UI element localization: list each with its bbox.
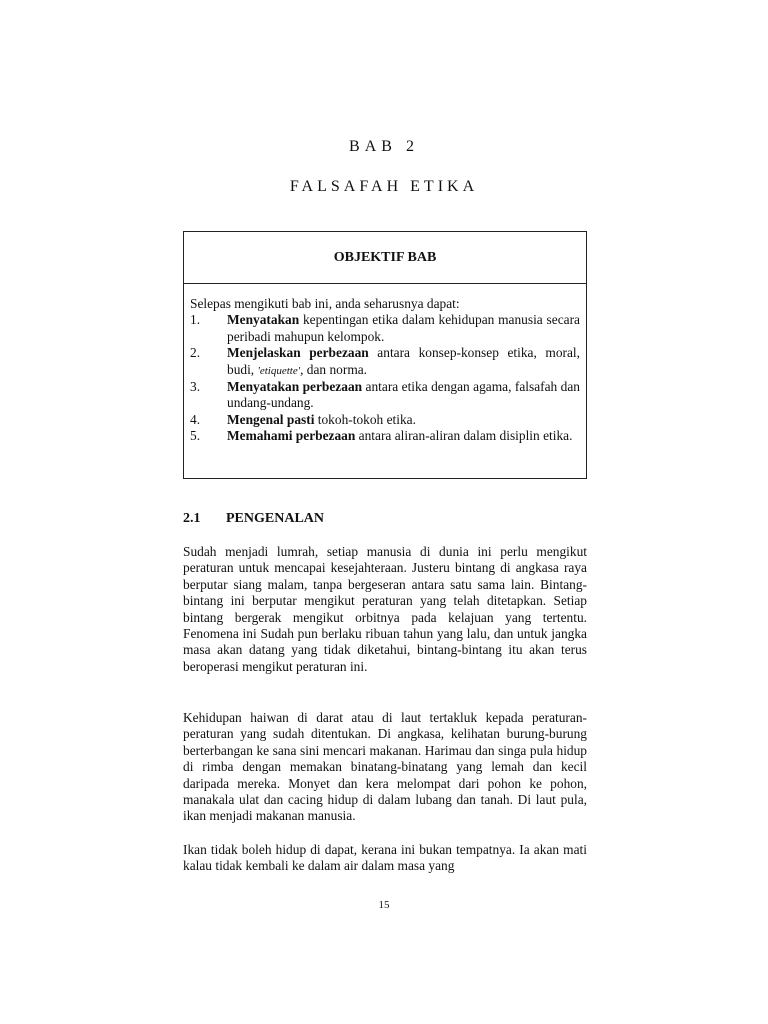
section-heading bbox=[183, 511, 324, 527]
objective-number: 5. bbox=[190, 428, 201, 444]
objective-description: kepentingan etika dalam kehidupan manusia secara peribadi mahupun kelompok. bbox=[227, 312, 580, 344]
objective-text bbox=[227, 312, 580, 345]
objectives-list bbox=[190, 312, 580, 444]
paragraph-1: Sudah menjadi lumrah, setiap manusia di dunia ini perlu mengikut peraturan untuk mencapai kesejahteraan. Justeru bintang di angkasa raya berputar siang malam, tanpa bergeseran antara satu sama lain. Bintang-bintang ini berputar mengikut peraturan yang telah ditetapkan. Setiap bintang bergerak mengikut orbitnya pada kelajuan yang tertentu. Fenomena ini Sudah pun berlaku ribuan tahun yang lalu, dan untuk jangka masa akan datang yang tidak diketahui, bintang-bintang itu akan terus beroperasi mengikut peraturan ini. bbox=[183, 544, 587, 674]
chapter-title: FALSAFAH ETIKA bbox=[289, 178, 479, 195]
objectives-box bbox=[183, 231, 587, 479]
objective-description: antara etika dengan agama, falsafah dan undang-undang. bbox=[227, 379, 580, 411]
section-number: 2.1 bbox=[183, 511, 201, 526]
page-number: 15 bbox=[378, 899, 390, 911]
objective-description: antara aliran-aliran dalam disiplin etika. bbox=[355, 428, 573, 444]
objective-number: 2. bbox=[190, 345, 201, 361]
objective-item bbox=[190, 312, 580, 345]
objective-description-tail: , dan norma. bbox=[300, 361, 368, 377]
paragraph-2: Kehidupan haiwan di darat atau di laut tertakluk kepada peraturan-peraturan yang sudah ditentukan. Di angkasa, kelihatan burung-burung berterbangan ke sana sini mencari makanan. Harimau dan singa pula hidup di rimba dengan memakan binatang-binatang yang lemah dan kecil daripada mereka. Monyet dan kera melompat dari pohon ke pohon, manakala ulat dan cacing hidup di dalam lubang dan tanah. Di laut pula, ikan menjadi makanan manusia. bbox=[183, 710, 587, 824]
paragraph-3: Ikan tidak boleh hidup di dapat, kerana ini bukan tempatnya. Ia akan mati kalau tidak kembali ke dalam air dalam masa yang bbox=[183, 842, 587, 874]
objective-description: antara konsep-konsep etika, moral, budi, bbox=[227, 345, 580, 377]
objective-number: 3. bbox=[190, 379, 201, 395]
objective-text bbox=[227, 345, 580, 379]
objective-item bbox=[190, 379, 580, 412]
objective-keyword: Mengenal pasti bbox=[227, 411, 315, 427]
section-title: PENGENALAN bbox=[226, 511, 325, 526]
objective-description: tokoh-tokoh etika. bbox=[314, 411, 416, 427]
objective-italic-term: 'etiquette' bbox=[257, 364, 301, 377]
objectives-heading: OBJEKTIF BAB bbox=[184, 232, 586, 284]
objective-number: 1. bbox=[190, 312, 201, 328]
objective-item bbox=[190, 345, 580, 379]
objective-item bbox=[190, 412, 580, 428]
objective-number: 4. bbox=[190, 411, 201, 427]
objective-keyword: Menyatakan perbezaan bbox=[227, 379, 363, 395]
objective-item bbox=[190, 428, 580, 444]
objective-text bbox=[227, 428, 580, 444]
objective-text bbox=[227, 412, 580, 428]
objective-text bbox=[227, 379, 580, 412]
objective-keyword: Menjelaskan perbezaan bbox=[227, 345, 369, 361]
objective-keyword: Memahami perbezaan bbox=[227, 428, 356, 444]
objectives-body bbox=[184, 284, 586, 445]
objective-keyword: Menyatakan bbox=[227, 312, 300, 328]
objectives-intro: Selepas mengikuti bab ini, anda seharusnya dapat: bbox=[190, 296, 460, 311]
chapter-number: BAB 2 bbox=[349, 138, 419, 155]
